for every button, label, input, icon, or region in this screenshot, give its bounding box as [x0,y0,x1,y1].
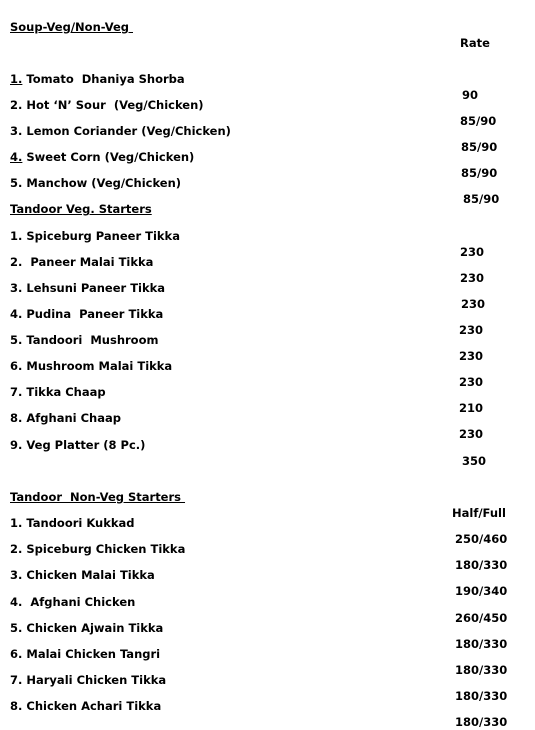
item-number: 3. [10,568,23,582]
menu-item [0,682,535,729]
item-name [10,437,145,453]
section-heading: Soup-Veg/Non-Veg [10,20,133,34]
menu-item [0,656,535,703]
menu-item [0,578,535,625]
menu-item [0,368,535,415]
item-number: 1. [10,229,23,243]
item-label: Paneer Malai Tikka [22,255,154,269]
item-label: Lehsuni Paneer Tikka [22,281,166,295]
menu-item [0,212,535,259]
item-label: Manchow (Veg/Chicken) [22,176,182,190]
section-header-tandoor-non-veg [0,473,535,520]
item-label: Pudina Paneer Tikka [22,307,164,321]
section-heading: Tandoor Non-Veg Starters [10,490,186,504]
menu-item [0,551,535,598]
item-price: 230 [459,375,484,389]
item-price: 85/90 [463,192,500,206]
section-heading: Tandoor Veg. Starters [10,202,152,216]
menu-item [0,630,535,677]
item-number: 6. [10,647,23,661]
item-price: 180/330 [455,715,508,729]
menu-item [0,499,535,546]
item-number: 5. [10,621,23,635]
menu-item [0,421,535,468]
item-number: 5. [10,333,23,347]
item-price: 230 [460,245,485,259]
menu-item [0,604,535,651]
item-number: 1. [10,516,23,530]
item-label: Tikka Chaap [22,385,106,399]
item-label: Spiceburg Chicken Tikka [22,542,186,556]
item-price: 250/460 [455,532,508,546]
item-label: Afghani Chicken [22,595,136,609]
item-price: 180/330 [455,663,508,677]
item-number: 2. [10,255,23,269]
section-header-soup [0,3,535,50]
menu-item [0,159,535,206]
item-number: 2. [10,542,23,556]
item-price: 190/340 [455,584,508,598]
item-price: 180/330 [455,558,508,572]
menu-item [0,290,535,337]
item-number: 2. [10,98,23,112]
item-label: Sweet Corn (Veg/Chicken) [22,150,195,164]
item-price: 85/90 [461,140,498,154]
item-label: Veg Platter (8 Pc.) [22,438,146,452]
item-price: 85/90 [461,166,498,180]
menu-item [0,81,535,128]
item-number: 7. [10,385,23,399]
menu-item [0,264,535,311]
item-number: 3. [10,124,23,138]
item-label: Chicken Ajwain Tikka [22,621,164,635]
menu-item [0,394,535,441]
item-label: Haryali Chicken Tikka [22,673,167,687]
item-label: Tandoori Mushroom [22,333,159,347]
item-number: 9. [10,438,23,452]
menu-item [0,238,535,285]
menu-item [0,133,535,180]
item-number: 8. [10,411,23,425]
rate-column-header: Rate [460,36,490,50]
item-label: Malai Chicken Tangri [22,647,161,661]
item-price: 230 [459,427,484,441]
item-label: Tomato Dhaniya Shorba [22,72,185,86]
item-price: 90 [462,88,479,102]
item-price: 230 [459,349,484,363]
item-number: 4. [10,595,23,609]
menu-item [0,316,535,363]
menu-item [0,55,535,102]
item-number: 4. [10,150,23,164]
item-number: 4. [10,307,23,321]
item-name [10,698,161,714]
menu-item [0,107,535,154]
item-label: Chicken Achari Tikka [22,699,162,713]
item-price: 230 [459,323,484,337]
item-price: 230 [461,297,486,311]
item-price: 180/330 [455,637,508,651]
item-price: 230 [460,271,485,285]
item-number: 5. [10,176,23,190]
item-price: 260/450 [455,611,508,625]
item-number: 8. [10,699,23,713]
menu-item [0,342,535,389]
half-full-column-header: Half/Full [452,506,506,520]
item-price: 350 [462,454,487,468]
section-header-tandoor-veg [0,185,535,216]
item-label: Hot ‘N’ Sour (Veg/Chicken) [22,98,204,112]
item-label: Tandoori Kukkad [22,516,135,530]
item-label: Spiceburg Paneer Tikka [22,229,180,243]
item-number: 7. [10,673,23,687]
item-price: 210 [459,401,484,415]
item-label: Mushroom Malai Tikka [22,359,173,373]
item-label: Chicken Malai Tikka [22,568,155,582]
item-label: Lemon Coriander (Veg/Chicken) [22,124,231,138]
item-label: Afghani Chaap [22,411,121,425]
item-number: 3. [10,281,23,295]
item-price: 85/90 [460,114,497,128]
item-price: 180/330 [455,689,508,703]
menu-item [0,525,535,572]
item-number: 1. [10,72,23,86]
item-number: 6. [10,359,23,373]
